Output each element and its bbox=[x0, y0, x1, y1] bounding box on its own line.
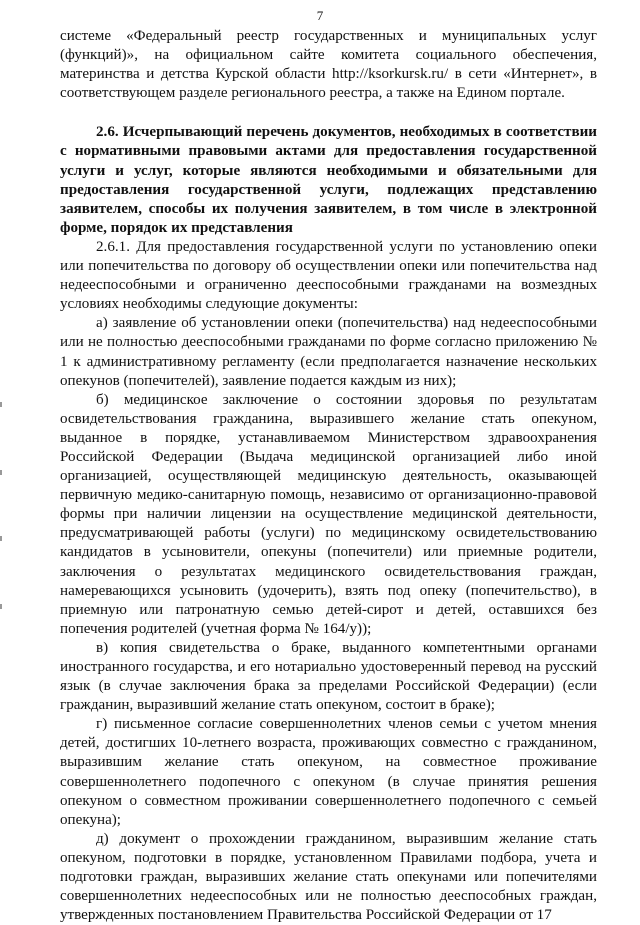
paragraph-item-g: г) письменное согласие совершеннолетних членов семьи с учетом мнения детей, достигших 10-летнего возраста, проживающих совместно с гражданином, выразившим желание стать опекуном, на совместное проживание совершеннолетнего подопечного с опекуном (в случае принятия решения опекуном о совместном проживании совершеннолетнего подопечного с семьей опекуна); bbox=[60, 716, 597, 828]
paragraph-2-6-1: 2.6.1. Для предоставления государственной услуги по установлению опеки или попечительства по договору об осуществлении опеки или попечительства над недееспособными и ограниченно дееспособными гражданами на возмездных условиях необходимы следующие документы: bbox=[60, 238, 597, 313]
intro-paragraph: системе «Федеральный реестр государственных и муниципальных услуг (функций)», на официальном сайте комитета социального обеспечения, материнства и детства Курской области http://ksorkursk.ru/ в сети «Интернет», в соответствующем разделе регионального реестра, а также на Едином портале. bbox=[60, 28, 597, 102]
paragraph-item-v: в) копия свидетельства о браке, выданного компетентными органами иностранного государства, и его нотариально удостоверенный перевод на русский язык (в случае заключения брака за пределами Российской Федерации) (если гражданин, выразивший желание стать опекуном, состоит в браке); bbox=[60, 639, 597, 714]
section-heading: 2.6. Исчерпывающий перечень документов, необходимых в соответствии с нормативными правовыми актами для предоставления государственной услуги и услуг, которые являются необходимыми и обязательными для предоставления государственной услуги, подлежащих представлению заявителем, способы их получения заявителем, в том числе в электронной форме, порядок их представления bbox=[60, 124, 597, 236]
paragraph-item-d: д) документ о прохождении гражданином, выразившим желание стать опекуном, подготовки в порядке, установленном Правилами подбора, учета и подготовки граждан, выразивших желание стать опекунами или попечителями совершеннолетних недееспособных или не полностью дееспособных граждан, утвержденных постановлением Правительства Российской Федерации от 17 bbox=[60, 830, 597, 924]
page-number: 7 bbox=[316, 8, 324, 23]
scan-margin-marks bbox=[0, 0, 3, 905]
paragraph-item-a: а) заявление об установлении опеки (попечительства) над недееспособными или не полностью дееспособными гражданами по форме согласно приложению № 1 к административному регламенту (если предполагается назначение нескольких опекунов (попечителей), заявление подается каждым из них); bbox=[60, 315, 597, 389]
paragraph-item-b: б) медицинское заключение о состоянии здоровья по результатам освидетельствования гражданина, выразившего желание стать опекуном, выданное в порядке, устанавливаемом Министерством здравоохранения Российской Федерации (Выдача медицинской организацией либо иной организацией, осуществляющей медицинскую деятельность, оказывающей первичную медико-санитарную помощь, независимо от организационно-правовой формы при наличии лицензии на осуществление медицинской деятельности, предусматривающей работы (услуги) по медицинскому освидетельствованию кандидатов в усыновители, опекуны (попечители) или приемные родители, заключения о результатах медицинского освидетельствования граждан, намеревающихся усыновить (удочерить), взять под опеку (попечительство), в приемную или патронатную семью детей-сирот и детей, оставшихся без попечения родителей (учетная форма № 164/у)); bbox=[60, 391, 597, 637]
document-body bbox=[60, 27, 597, 925]
